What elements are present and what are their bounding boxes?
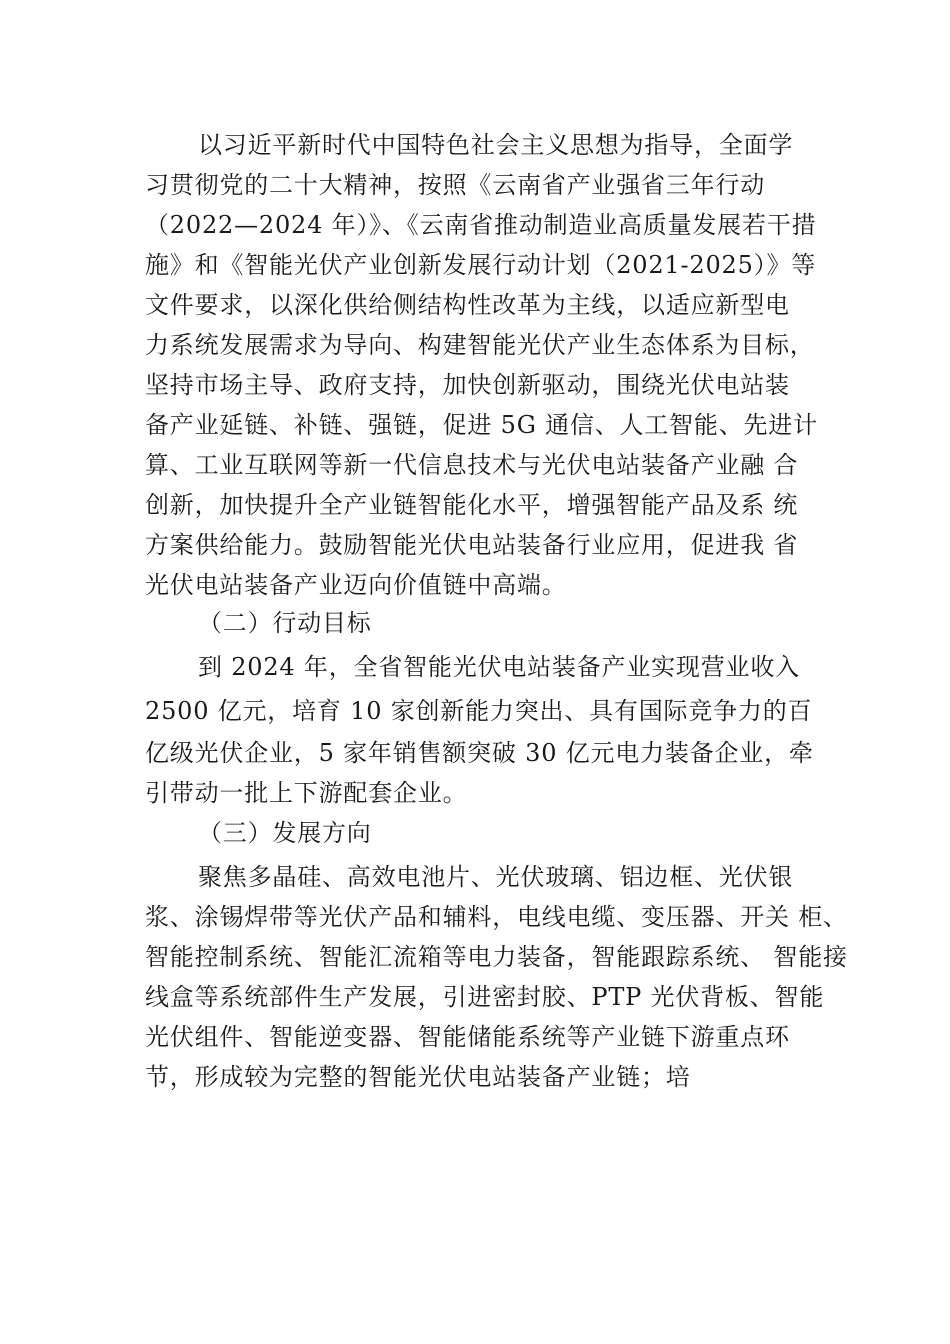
text-line: 以习近平新时代中国特色社会主义思想为指导，全面学: [198, 131, 794, 159]
text-line: 力系统发展需求为导向、构建智能光伏产业生态体系为目标，: [145, 331, 815, 359]
text-line: 施》和《智能光伏产业创新发展行动计划（2021-2025）》等: [145, 251, 817, 279]
text-line: 到 2024 年，全省智能光伏电站装备产业实现营业收入: [198, 653, 800, 681]
text-line: 节，形成较为完整的智能光伏电站装备产业链；培: [145, 1063, 691, 1091]
text-line: 2500 亿元，培育 10 家创新能力突出、具有国际竞争力的百: [145, 697, 813, 725]
text-line: 浆、涂锡焊带等光伏产品和辅料，电线电缆、变压器、开关 柜、: [145, 903, 848, 931]
section-heading-action-goals: （二）行动目标: [198, 609, 372, 637]
section-heading-development-direction: （三）发展方向: [198, 819, 372, 847]
text-line: 光伏组件、智能逆变器、智能储能系统等产业链下游重点环: [145, 1023, 790, 1051]
text-line: 线盒等系统部件生产发展，引进密封胶、PTP 光伏背板、智能: [145, 983, 825, 1011]
text-line: 文件要求，以深化供给侧结构性改革为主线，以适应新型电: [145, 291, 790, 319]
text-line: 聚焦多晶硅、高效电池片、光伏玻璃、铝边框、光伏银: [198, 863, 794, 891]
text-line: 备产业延链、补链、强链，促进 5G 通信、人工智能、先进计: [145, 411, 818, 439]
text-line: 创新，加快提升全产业链智能化水平，增强智能产品及系 统: [145, 491, 799, 519]
text-line: 坚持市场主导、政府支持，加快创新驱动，围绕光伏电站装: [145, 371, 790, 399]
text-line: 智能控制系统、智能汇流箱等电力装备，智能跟踪系统、 智能接: [145, 943, 848, 971]
text-line: 亿级光伏企业，5 家年销售额突破 30 亿元电力装备企业，牵: [145, 739, 814, 767]
text-line: 引带动一批上下游配套企业。: [145, 779, 468, 807]
text-line: 习贯彻党的二十大精神，按照《云南省产业强省三年行动: [145, 171, 765, 199]
text-line: 算、工业互联网等新一代信息技术与光伏电站装备产业融 合: [145, 451, 799, 479]
text-line: 方案供给能力。鼓励智能光伏电站装备行业应用，促进我 省: [145, 531, 799, 559]
text-line: 光伏电站装备产业迈向价值链中高端。: [145, 571, 567, 599]
text-line: （2022—2024 年）》、《云南省推动制造业高质量发展若干措: [145, 211, 817, 239]
